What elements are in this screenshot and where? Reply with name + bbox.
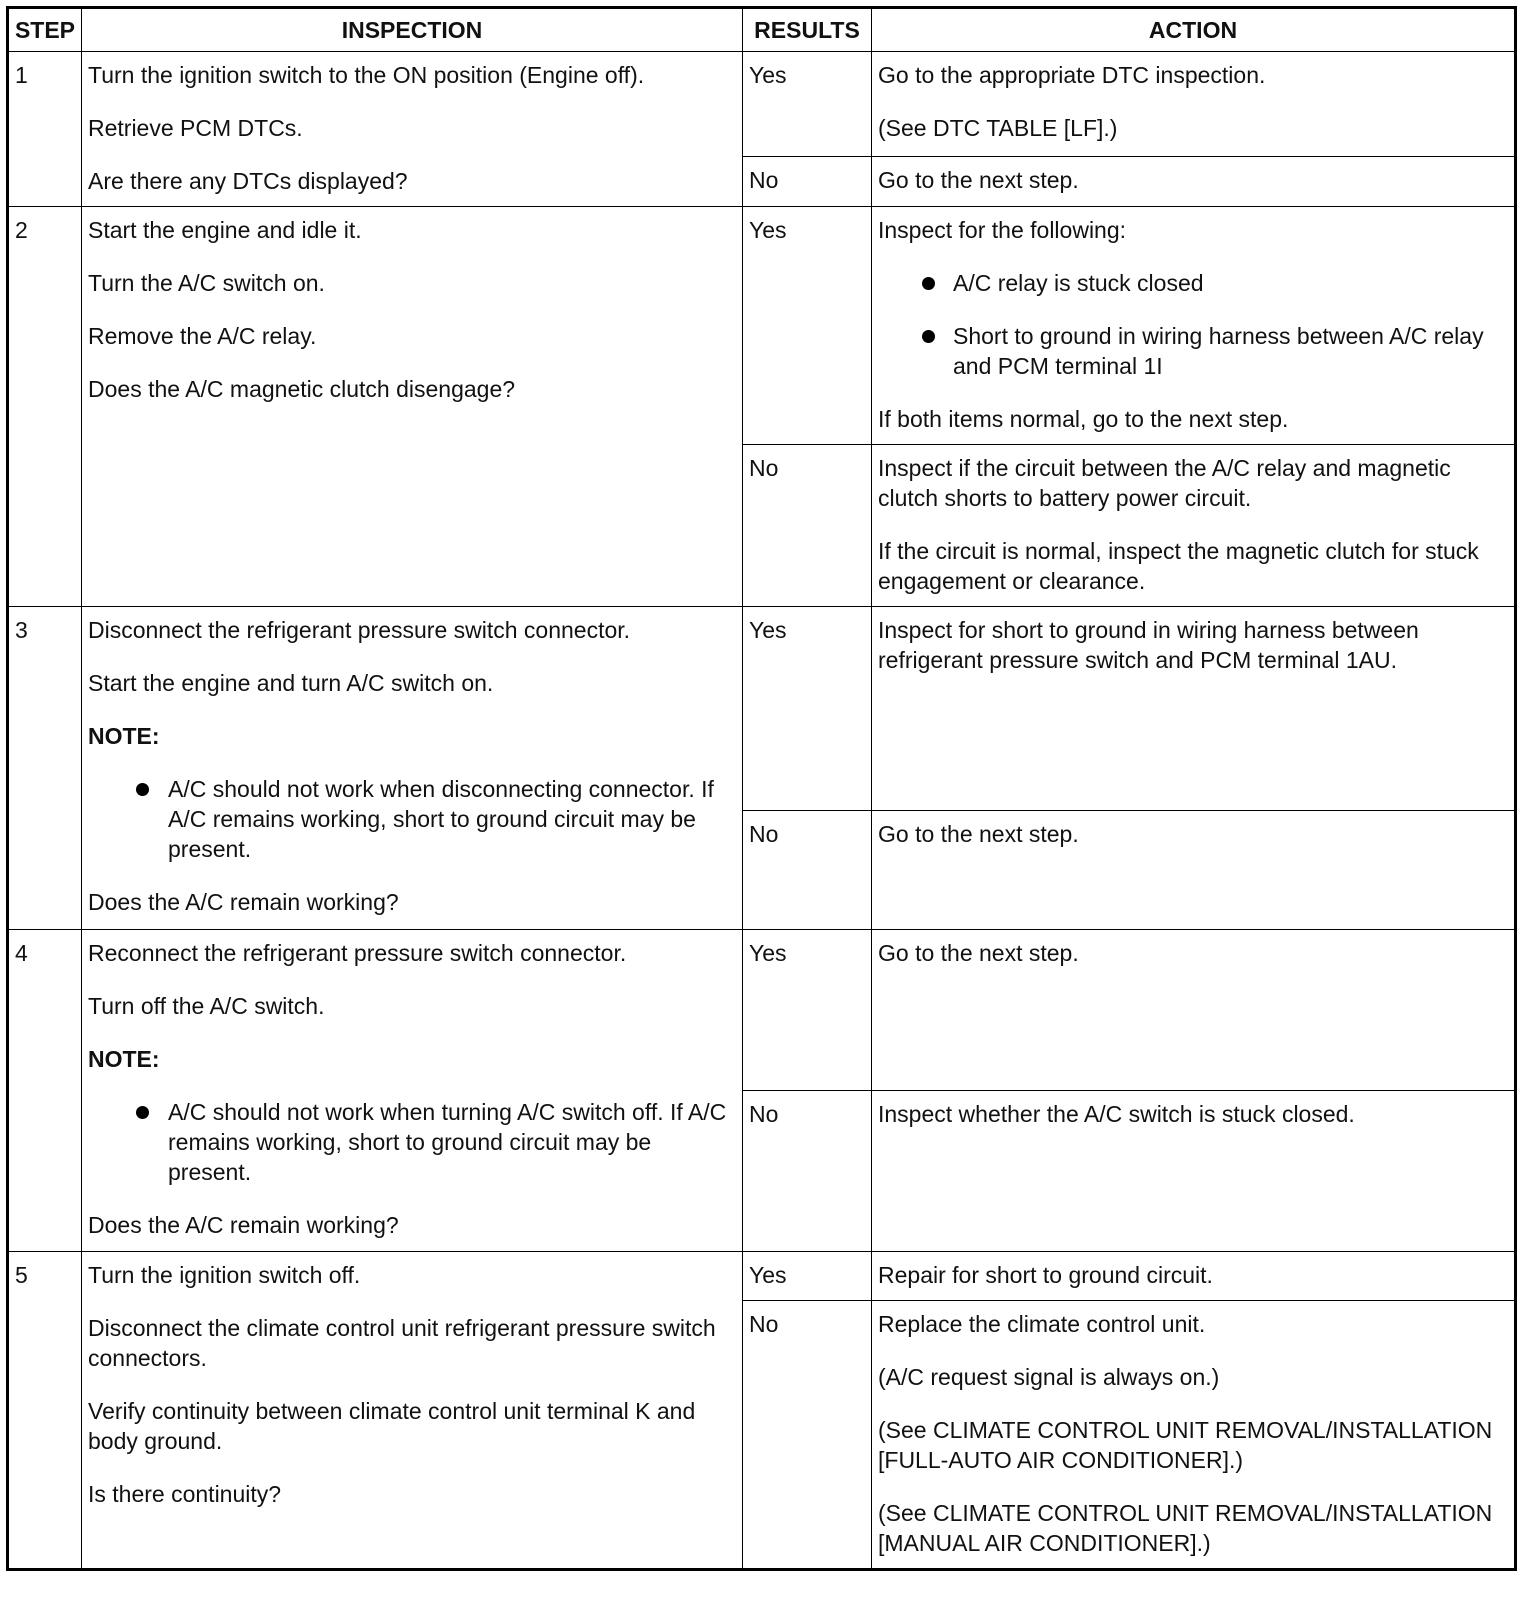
inspection-question: Does the A/C remain working?	[88, 1212, 399, 1238]
action-yes	[872, 52, 1516, 157]
inspection-table	[6, 6, 1517, 1571]
step-inspection	[82, 52, 743, 207]
action-no	[872, 1091, 1516, 1252]
inspection-text: Reconnect the refrigerant pressure switch connector.	[88, 940, 627, 966]
action-text: Go to the appropriate DTC inspection.	[878, 62, 1266, 88]
step-5-yes-row	[8, 1252, 1516, 1301]
inspection-text: Disconnect the refrigerant pressure switch connector.	[88, 617, 631, 643]
list-item: A/C relay is stuck closed	[878, 268, 1508, 298]
result-yes: Yes	[743, 607, 872, 811]
action-no	[872, 445, 1516, 607]
step-inspection	[82, 607, 743, 930]
action-text: (See DTC TABLE [LF].)	[878, 115, 1118, 141]
action-no	[872, 811, 1516, 930]
header-step: STEP	[8, 8, 82, 52]
list-item: A/C should not work when disconnecting connector. If A/C remains working, short to ground circuit may be present.	[88, 774, 736, 864]
step-4-yes-row	[8, 930, 1516, 1091]
action-text: Go to the next step.	[878, 940, 1079, 966]
action-text: Inspect for short to ground in wiring harness between refrigerant pressure switch and PCM terminal 1AU.	[878, 617, 1419, 673]
inspection-text: Start the engine and idle it.	[88, 217, 362, 243]
inspection-question: Does the A/C magnetic clutch disengage?	[88, 376, 516, 402]
action-text: If both items normal, go to the next step.	[878, 406, 1289, 432]
step-number: 3	[8, 607, 82, 930]
action-text: Inspect if the circuit between the A/C relay and magnetic clutch shorts to battery power circuit.	[878, 455, 1451, 511]
step-number: 5	[8, 1252, 82, 1570]
action-text: (A/C request signal is always on.)	[878, 1364, 1220, 1390]
action-text: Go to the next step.	[878, 821, 1079, 847]
action-text: If the circuit is normal, inspect the magnetic clutch for stuck engagement or clearance.	[878, 538, 1479, 594]
result-yes: Yes	[743, 207, 872, 445]
list-item: A/C should not work when turning A/C switch off. If A/C remains working, short to ground circuit may be present.	[88, 1097, 736, 1187]
result-no: No	[743, 811, 872, 930]
result-yes: Yes	[743, 52, 872, 157]
note-bullet-list	[88, 774, 736, 864]
step-number: 4	[8, 930, 82, 1252]
action-text: Inspect for the following:	[878, 217, 1127, 243]
action-bullet-list	[878, 268, 1508, 381]
inspection-text: Turn the ignition switch to the ON position (Engine off).	[88, 62, 645, 88]
result-no: No	[743, 445, 872, 607]
step-number: 2	[8, 207, 82, 607]
action-yes	[872, 207, 1516, 445]
step-inspection	[82, 207, 743, 607]
step-inspection	[82, 930, 743, 1252]
inspection-text: Turn the ignition switch off.	[88, 1262, 361, 1288]
header-inspection: INSPECTION	[82, 8, 743, 52]
header-results: RESULTS	[743, 8, 872, 52]
action-text: Go to the next step.	[878, 167, 1079, 194]
note-label: NOTE:	[88, 1046, 160, 1072]
step-number: 1	[8, 52, 82, 207]
action-text: Replace the climate control unit.	[878, 1311, 1206, 1337]
action-yes	[872, 1252, 1516, 1301]
result-no: No	[743, 157, 872, 207]
inspection-text: Remove the A/C relay.	[88, 323, 317, 349]
action-yes	[872, 607, 1516, 811]
action-text: (See CLIMATE CONTROL UNIT REMOVAL/INSTALLATION [FULL-AUTO AIR CONDITIONER].)	[878, 1417, 1493, 1473]
step-2-yes-row	[8, 207, 1516, 445]
action-yes	[872, 930, 1516, 1091]
note-label: NOTE:	[88, 723, 160, 749]
inspection-question: Does the A/C remain working?	[88, 889, 399, 915]
action-no	[872, 157, 1516, 207]
result-yes: Yes	[743, 1252, 872, 1301]
inspection-text: Turn off the A/C switch.	[88, 993, 325, 1019]
result-no: No	[743, 1091, 872, 1252]
inspection-text: Verify continuity between climate control unit terminal K and body ground.	[88, 1398, 696, 1454]
result-yes: Yes	[743, 930, 872, 1091]
table-header-row	[8, 8, 1516, 52]
step-inspection	[82, 1252, 743, 1570]
list-item: Short to ground in wiring harness between A/C relay and PCM terminal 1I	[878, 321, 1508, 381]
inspection-text: Disconnect the climate control unit refrigerant pressure switch connectors.	[88, 1315, 716, 1371]
diagnostic-procedure	[6, 6, 1517, 1571]
inspection-text: Turn the A/C switch on.	[88, 270, 325, 296]
header-action: ACTION	[872, 8, 1516, 52]
result-no: No	[743, 1301, 872, 1570]
action-text: Inspect whether the A/C switch is stuck closed.	[878, 1101, 1355, 1127]
inspection-text: Start the engine and turn A/C switch on.	[88, 670, 494, 696]
action-text: Repair for short to ground circuit.	[878, 1262, 1213, 1288]
action-no	[872, 1301, 1516, 1570]
inspection-text: Retrieve PCM DTCs.	[88, 115, 303, 141]
note-bullet-list	[88, 1097, 736, 1187]
step-1-yes-row	[8, 52, 1516, 157]
inspection-question: Are there any DTCs displayed?	[88, 168, 408, 194]
action-text: (See CLIMATE CONTROL UNIT REMOVAL/INSTALLATION [MANUAL AIR CONDITIONER].)	[878, 1500, 1493, 1556]
step-3-yes-row	[8, 607, 1516, 811]
inspection-question: Is there continuity?	[88, 1481, 282, 1507]
